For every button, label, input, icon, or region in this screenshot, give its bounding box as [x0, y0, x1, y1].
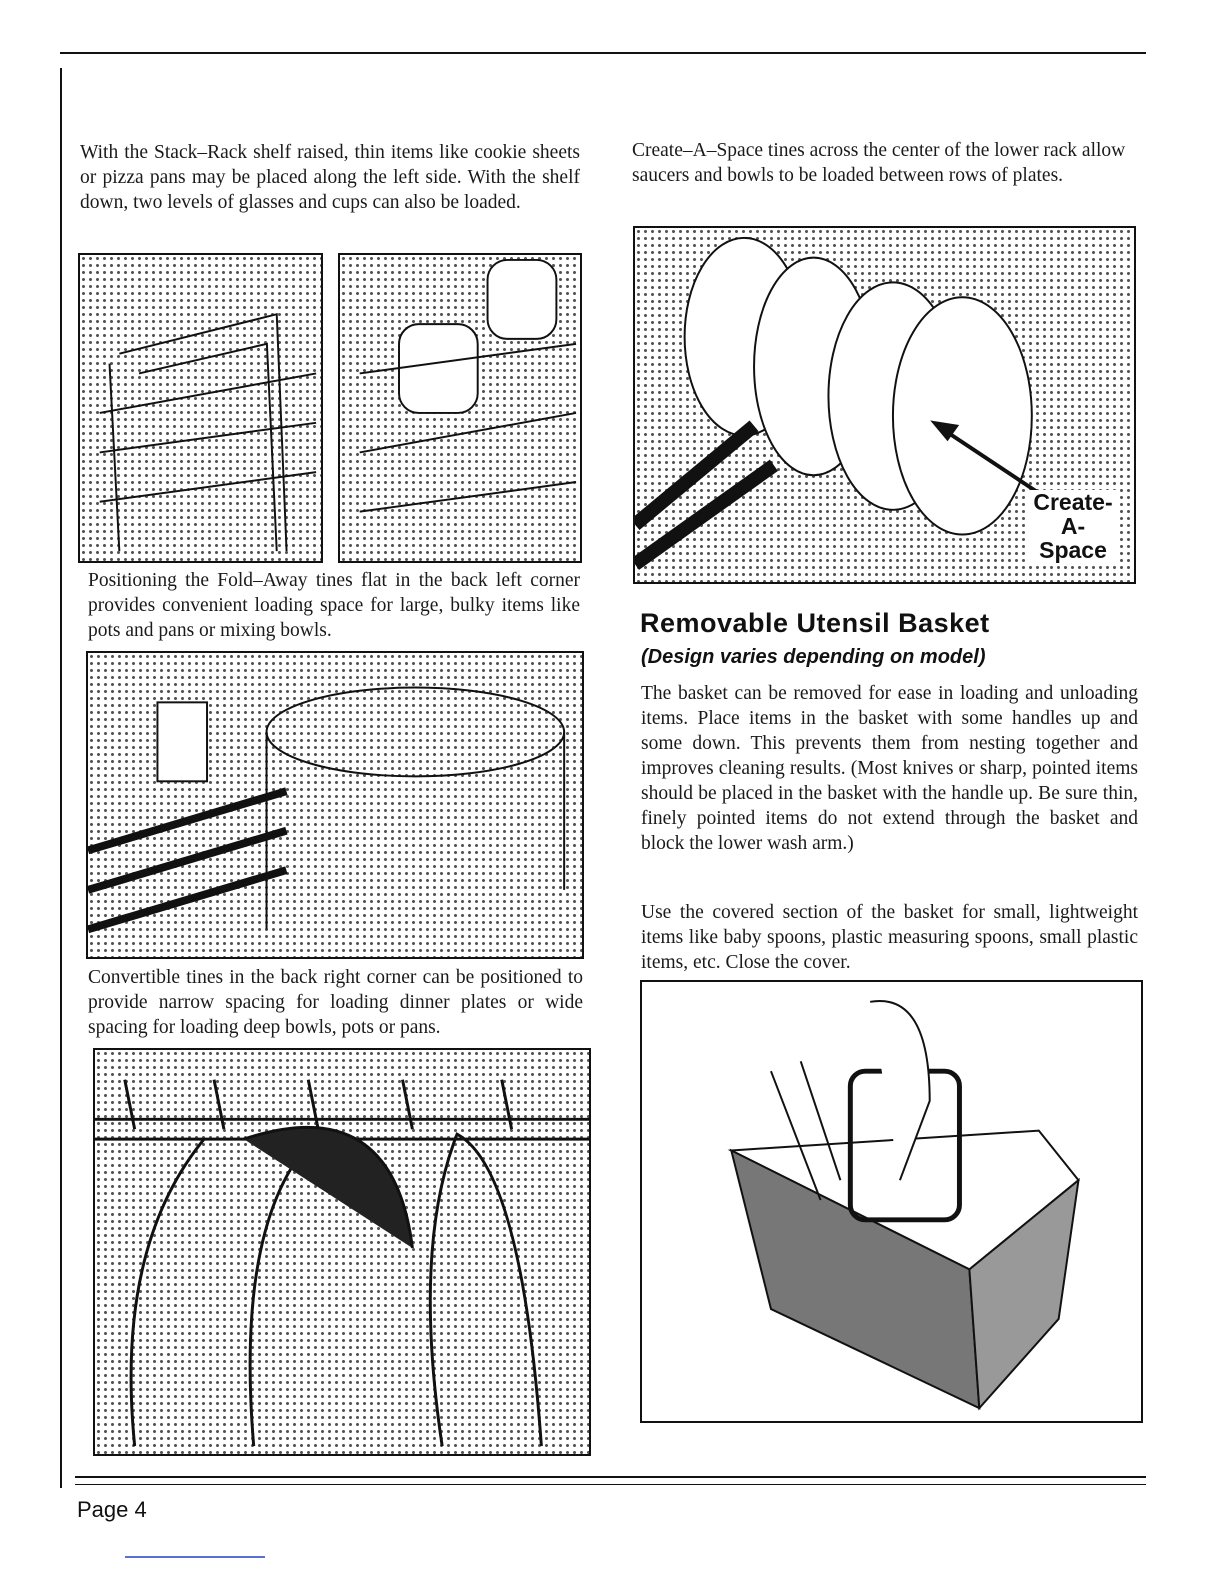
- create-a-space-text: Create–A–Space tines across the center of the lower rack allow saucers and bowls to be loaded between rows of plates.: [632, 140, 1126, 186]
- utensil-basket-illustration: [640, 980, 1143, 1423]
- section-subheading: (Design varies depending on model): [641, 646, 986, 668]
- callout-line-3: Space: [1039, 537, 1107, 563]
- fold-away-tines-illustration: [86, 651, 584, 959]
- stack-rack-text: With the Stack–Rack shelf raised, thin items like cookie sheets or pizza pans may be placed along the left side. With the shelf down, two levels of glasses and cups can also be loaded.: [80, 142, 580, 213]
- callout-line-1: Create-: [1033, 489, 1113, 515]
- page-number: Page 4: [77, 1497, 147, 1522]
- covered-section-text: Use the covered section of the basket for small, lightweight items like baby spoons, plastic measuring spoons, small plastic items, etc. Close the cover.: [641, 902, 1138, 973]
- bottom-rule-2: [75, 1484, 1146, 1485]
- stack-rack-raised-illustration: [78, 253, 323, 563]
- callout-line-2: A-: [1060, 513, 1086, 539]
- bottom-rule: [75, 1476, 1146, 1478]
- fold-away-text: Positioning the Fold–Away tines flat in the back left corner provides convenient loading space for large, bulky items like pots and pans or mixing bowls.: [88, 570, 580, 641]
- top-rule: [60, 52, 1146, 54]
- scan-mark: [125, 1556, 265, 1558]
- convertible-tines-illustration: [93, 1048, 591, 1456]
- section-heading: Removable Utensil Basket: [640, 608, 990, 638]
- stack-rack-down-illustration: [338, 253, 582, 563]
- utensil-basket-text: The basket can be removed for ease in loading and unloading items. Place items in the basket with some handles up and some down. This prevents them from nesting together and improves cleaning results. (Most knives or sharp, pointed items should be placed in the basket with the handle up. Be sure thin, finely pointed items do not extend through the basket and block the lower wash arm.): [641, 683, 1138, 854]
- left-rule: [60, 68, 62, 1488]
- convertible-tines-text: Convertible tines in the back right corner can be positioned to provide narrow spacing for loading dinner plates or wide spacing for loading deep bowls, pots or pans.: [88, 967, 583, 1038]
- create-a-space-illustration: [633, 226, 1136, 584]
- create-a-space-label: [1028, 490, 1118, 562]
